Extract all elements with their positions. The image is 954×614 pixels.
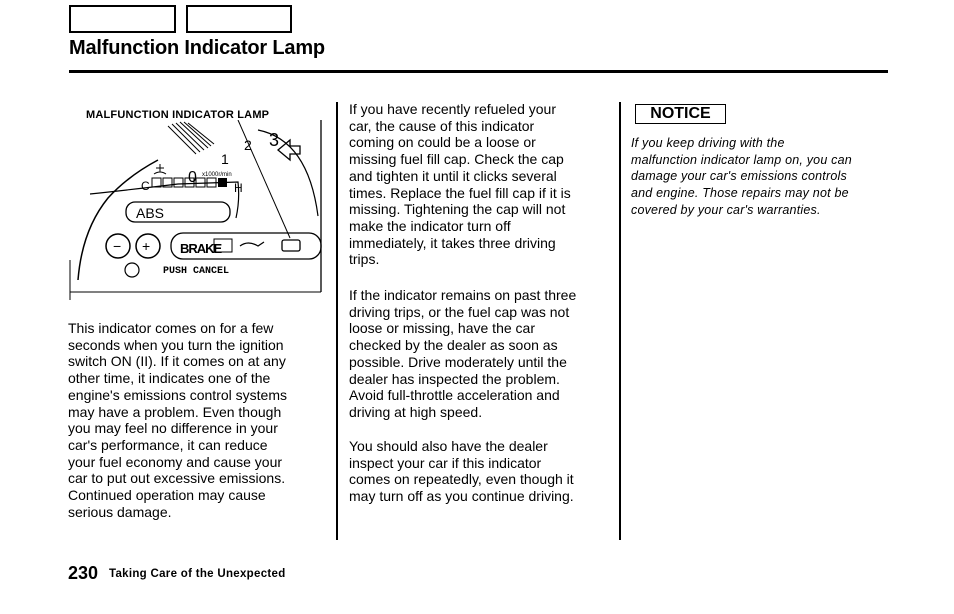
header-tab-box-right [186,5,292,33]
brake-label: BRAKE [180,241,222,256]
notice-heading: NOTICE [635,104,726,124]
svg-text:3: 3 [269,130,280,150]
page-number: 230 [68,563,99,583]
column2-paragraph-3: You should also have the dealer inspect your car if this indicator comes on repeatedly, even though it may turn off as you continue driving. [349,438,574,505]
figure-label: MALFUNCTION INDICATOR LAMP [86,109,270,121]
page-title: Malfunction Indicator Lamp [69,37,325,59]
plus-label: + [142,238,151,254]
svg-text:2: 2 [244,137,252,153]
instrument-panel-illustration [68,120,322,306]
column-divider-2 [619,102,621,540]
column1-paragraph: This indicator comes on for a few seconds when you turn the ignition switch ON (II). If it comes on at any other time, it indicates one of the engine's emissions control systems may have a problem. Even though you may feel no difference in your car's performance, it can reduce your fuel economy and cause your car to put out excessive emissions. Continued operation may cause serious damage. [68,320,287,520]
tach-unit-label: x1000r/min [202,172,232,178]
header-tab-box-left [69,5,176,33]
svg-text:0: 0 [188,169,197,186]
svg-text:1: 1 [221,151,229,167]
push-cancel-label: PUSH CANCEL [163,266,230,277]
column-divider-1 [336,102,338,540]
column2-paragraph-1: If you have recently refueled your car, the cause of this indicator coming on could be a loose or missing fuel fill cap. Check the cap and tighten it until it clicks several times. Replace the fuel fill cap if it is missing. Tightening the cap will not make the indicator turn off immediately, it takes three driving trips. [349,101,571,268]
title-rule [69,70,888,73]
section-title: Taking Care of the Unexpected [109,568,286,580]
temp-cold-label: C [141,179,150,193]
notice-text: If you keep driving with the malfunction indicator lamp on, you can damage your car's emissions controls and engine. Those repairs may not be covered by your car's warranties. [631,136,852,217]
abs-label: ABS [136,205,165,221]
temp-hot-label: H [234,181,243,195]
minus-label: − [113,238,122,254]
column2-paragraph-2: If the indicator remains on past three driving trips, or the fuel cap was not loose or missing, have the car checked by the dealer as soon as possible. Drive moderately until the dealer has inspected the problem. Avoid full-throttle acceleration and driving at high speed. [349,287,577,420]
